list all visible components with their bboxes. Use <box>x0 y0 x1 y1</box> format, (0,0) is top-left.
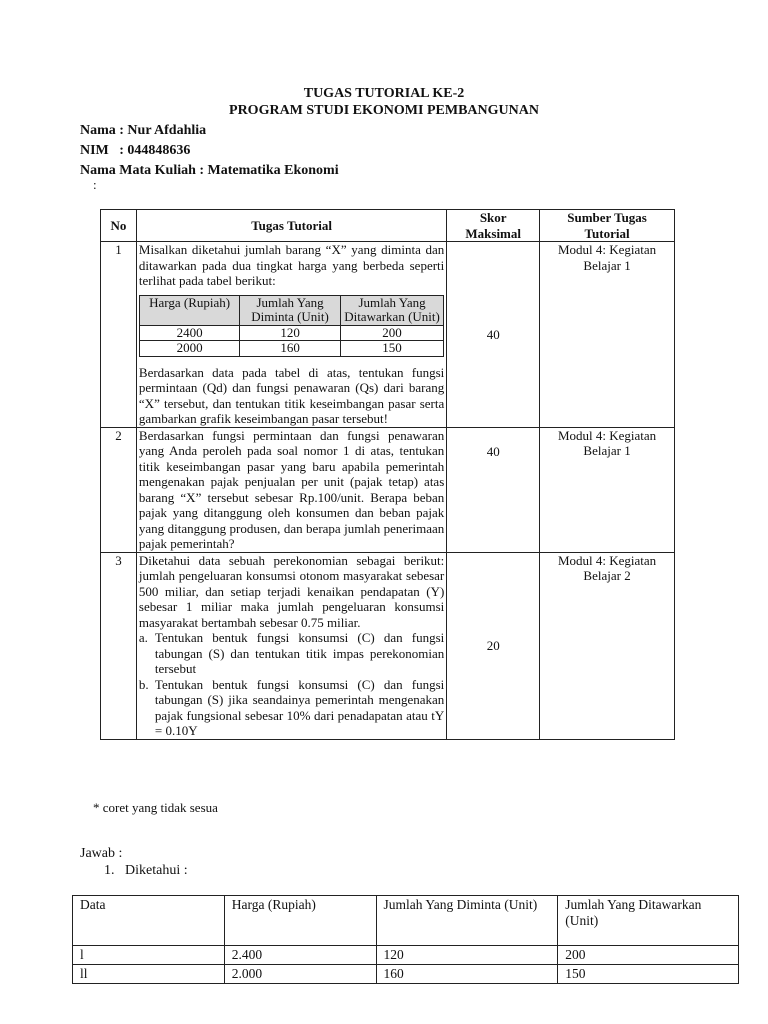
row-number: 1 <box>101 242 137 428</box>
inner-cell: 160 <box>240 341 340 357</box>
list-item <box>139 677 444 739</box>
table-row <box>101 552 675 739</box>
table-row <box>73 965 739 984</box>
task-cell <box>136 242 446 428</box>
row-number: 2 <box>101 427 137 552</box>
answer-cell: 120 <box>376 946 558 965</box>
answer-item-1: 1. Diketahui : <box>104 863 188 878</box>
answer-table <box>72 895 739 984</box>
task-cell <box>136 427 446 552</box>
list-label: a. <box>138 630 148 645</box>
answer-header: Harga (Rupiah) <box>224 896 376 946</box>
inner-cell: 150 <box>340 341 444 357</box>
assignment-table-header <box>101 210 675 242</box>
inner-cell: 200 <box>340 325 444 341</box>
score-cell: 40 <box>447 427 540 552</box>
inner-cell: 2000 <box>139 341 239 357</box>
course-name: Nama Mata Kuliah : Matematika Ekonomi <box>80 163 339 178</box>
answer-cell: l <box>73 946 225 965</box>
source-cell: Modul 4: Kegiatan Belajar 1 <box>540 242 675 428</box>
table-row <box>73 946 739 965</box>
task-question: Berdasarkan fungsi permintaan dan fungsi penawaran yang Anda peroleh pada soal nomor 1 di atas, tentukan titik keseimbangan pasar yang baru apabila pemerintah mengenakan pajak penjualan per unit (pajak tetap) atas barang “X” tersebut sebesar Rp.100/unit. Berapa beban pajak yang ditanggung oleh konsumen dan beban pajak yang ditanggung produsen, dan berapa jumlah penerimaan pajak pemerintah? <box>138 427 445 551</box>
score-cell: 20 <box>447 552 540 739</box>
assignment-table <box>100 209 675 740</box>
answer-heading: Jawab : <box>80 846 123 861</box>
header-sumber: Sumber Tugas Tutorial <box>540 210 675 242</box>
inner-cell: 120 <box>240 325 340 341</box>
inner-cell: 2400 <box>139 325 239 341</box>
title-line-2: PROGRAM STUDI EKONOMI PEMBANGUNAN <box>229 103 539 118</box>
stray-colon: : <box>93 177 97 192</box>
answer-cell: 2.400 <box>224 946 376 965</box>
header-no: No <box>101 210 137 242</box>
answer-cell: ll <box>73 965 225 984</box>
list-text: Tentukan bentuk fungsi konsumsi (C) dan fungsi tabungan (S) jika seandainya pemerintah mengenakan pajak fungsional sebesar 10% dari penadapatan atau tY = 0.10Y <box>154 676 445 738</box>
task-question: Berdasarkan data pada tabel di atas, tentukan fungsi permintaan (Qd) dan fungsi penawaran (Qs) dari barang “X” tersebut, dan tentukan titik keseimbangan pasar serta gambarkan grafik keseimbangan pasar tersebut! <box>138 364 445 426</box>
answer-header: Jumlah Yang Diminta (Unit) <box>376 896 558 946</box>
list-label: b. <box>138 676 149 692</box>
list-text: Tentukan bentuk fungsi konsumsi (C) dan fungsi tabungan (S) dan tentukan titik impas perekonomian tersebut <box>154 630 445 676</box>
table-row <box>101 427 675 552</box>
list-item <box>139 630 444 677</box>
answer-cell: 150 <box>558 965 739 984</box>
student-nim: NIM : 044848636 <box>80 143 191 158</box>
source-cell: Modul 4: Kegiatan Belajar 2 <box>540 552 675 739</box>
price-table <box>139 295 444 357</box>
answer-table-header <box>73 896 739 946</box>
answer-header: Jumlah Yang Ditawarkan (Unit) <box>558 896 739 946</box>
answer-cell: 200 <box>558 946 739 965</box>
answer-cell: 2.000 <box>224 965 376 984</box>
answer-header: Data <box>73 896 225 946</box>
inner-header: Harga (Rupiah) <box>139 295 239 325</box>
header-tugas: Tugas Tutorial <box>136 210 446 242</box>
answer-cell: 160 <box>376 965 558 984</box>
row-number: 3 <box>101 552 137 739</box>
score-cell: 40 <box>447 242 540 428</box>
footnote: * coret yang tidak sesua <box>93 800 218 815</box>
table-row <box>101 242 675 428</box>
title-line-1: TUGAS TUTORIAL KE-2 <box>303 86 465 101</box>
student-name: Nama : Nur Afdahlia <box>80 123 207 138</box>
task-intro: Diketahui data sebuah perekonomian sebagai berikut: jumlah pengeluaran konsumsi otonom masyarakat sebesar 500 miliar, dan setiap terjadi kenaikan pendapatan (Y) sebesar 1 miliar maka jumlah pengeluaran konsumsi masyarakat bertambah sebesar 0.75 miliar. <box>138 552 445 630</box>
source-cell: Modul 4: Kegiatan Belajar 1 <box>540 427 675 552</box>
header-skor: Skor Maksimal <box>447 210 540 242</box>
inner-header: Jumlah Yang Ditawarkan (Unit) <box>340 295 444 325</box>
inner-header: Jumlah Yang Diminta (Unit) <box>240 295 340 325</box>
task-cell <box>136 552 446 739</box>
task-intro: Misalkan diketahui jumlah barang “X” yang diminta dan ditawarkan pada dua tingkat harga yang berbeda seperti terlihat pada tabel berikut: <box>138 242 445 288</box>
